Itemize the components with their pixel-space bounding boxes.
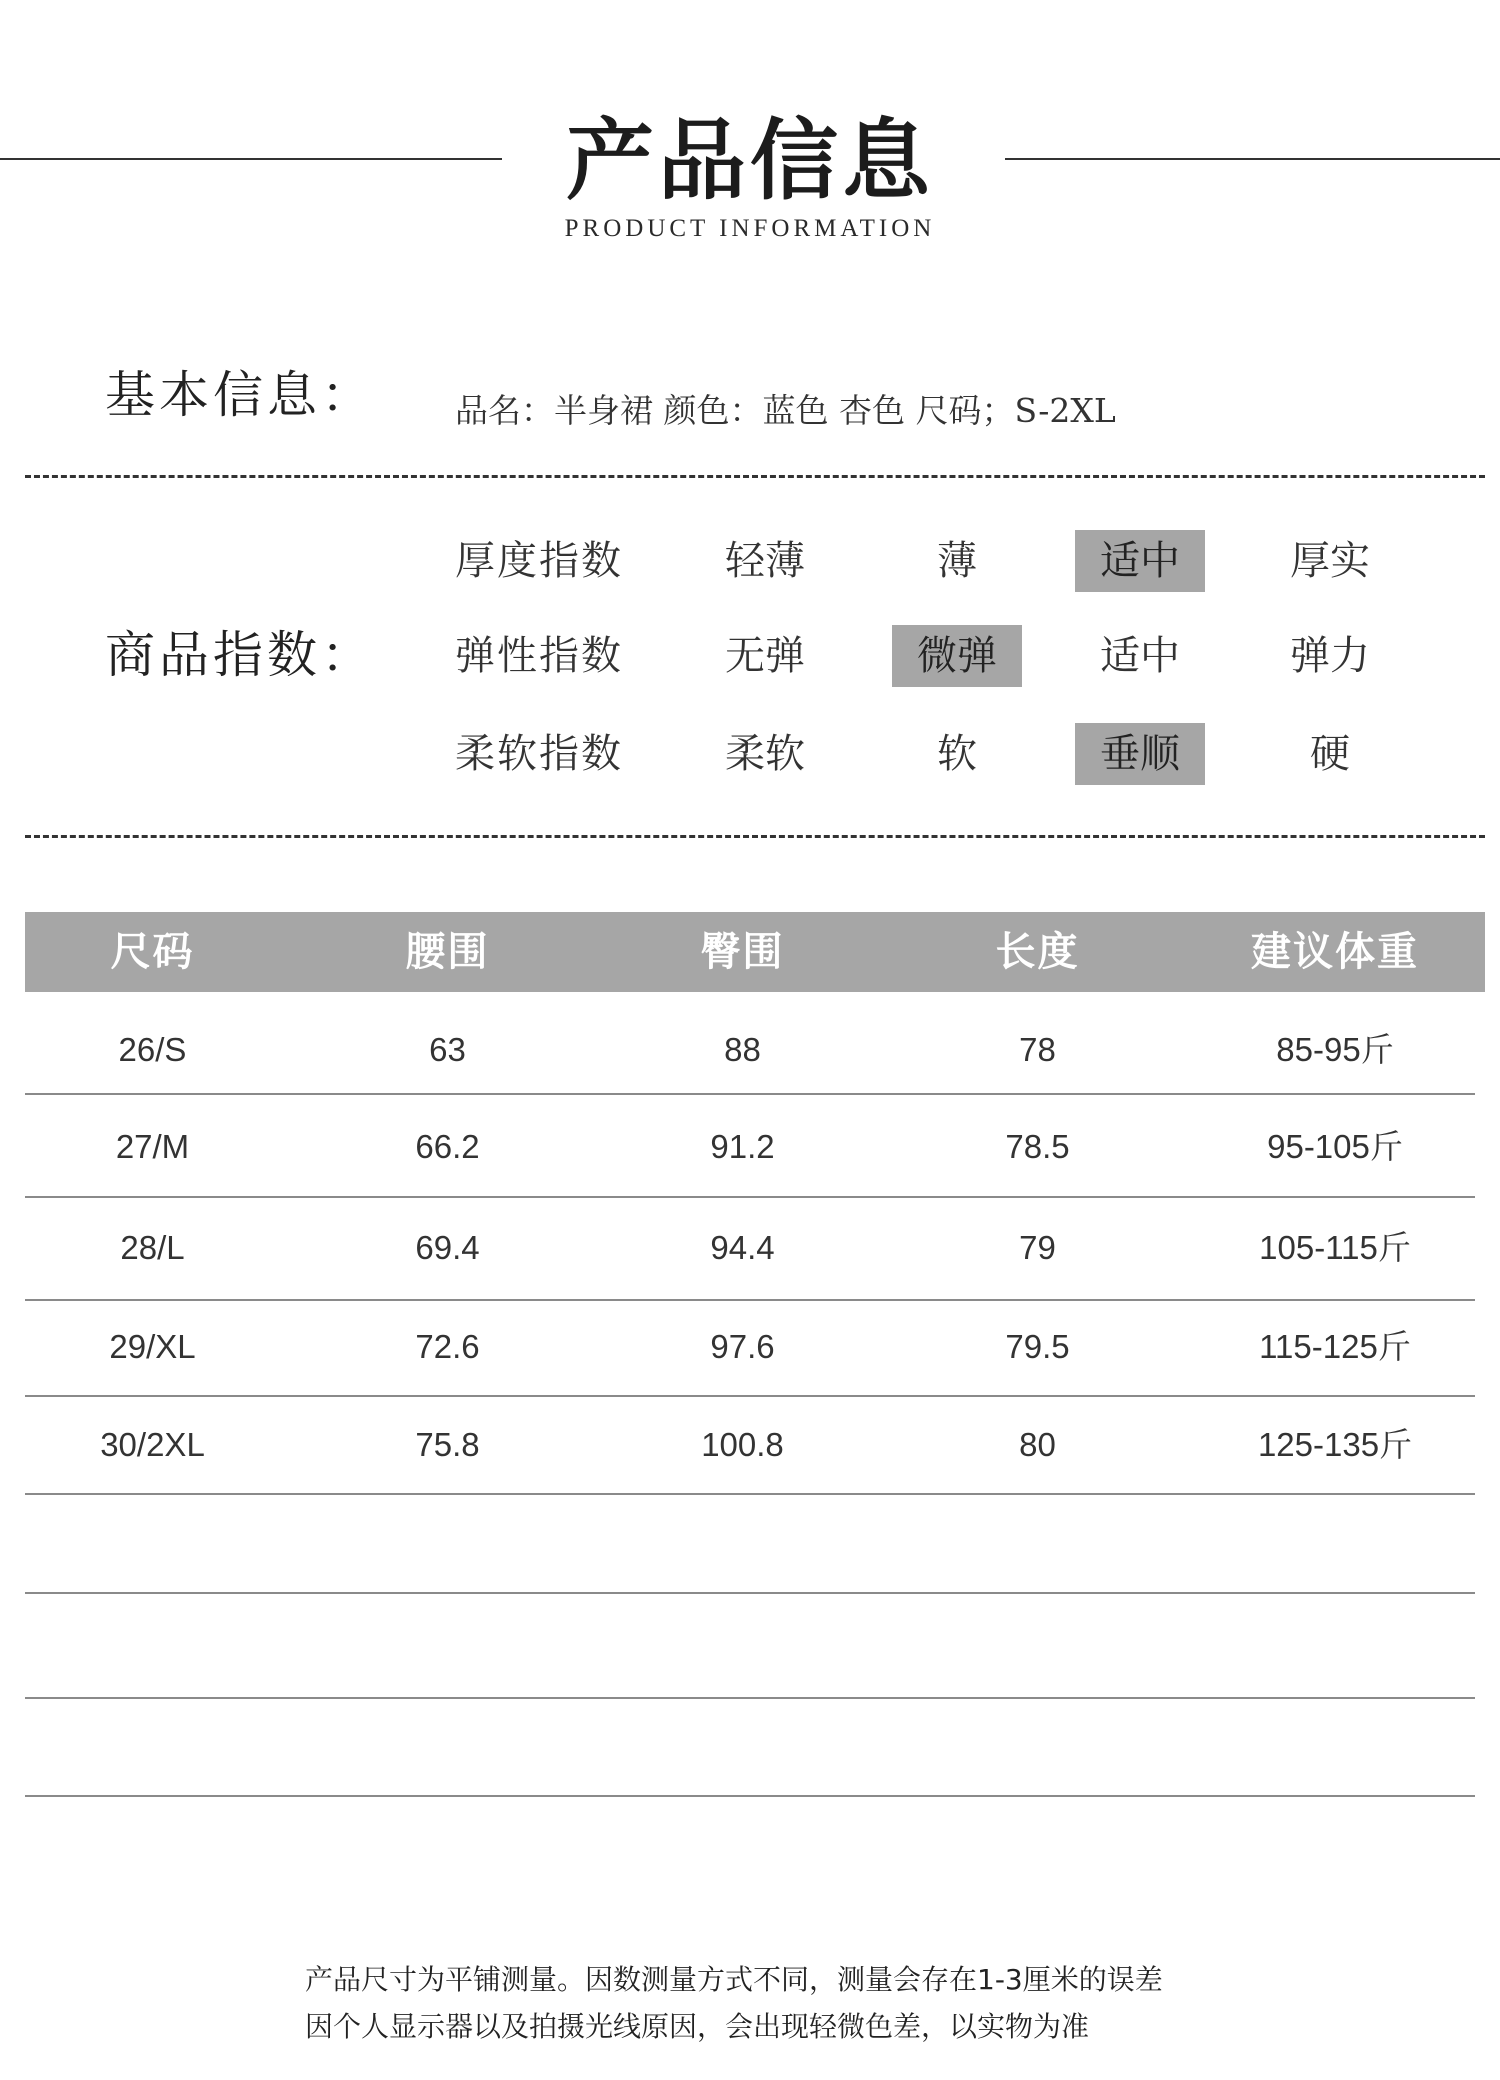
table-cell-size: 30/2XL bbox=[100, 1426, 205, 1463]
page-title: 产品信息 bbox=[565, 108, 934, 212]
table-cell-weight: 105-115斤 bbox=[1259, 1229, 1411, 1266]
table-cell-weight: 85-95斤 bbox=[1276, 1031, 1394, 1068]
index-option: 硬 bbox=[1310, 731, 1350, 777]
table-cell-hip: 91.2 bbox=[710, 1128, 775, 1165]
basic-info-label: 基本信息： bbox=[105, 366, 375, 424]
index-option: 厚实 bbox=[1290, 538, 1370, 584]
index-row-softness bbox=[0, 723, 1500, 785]
table-cell-waist: 75.8 bbox=[415, 1426, 480, 1463]
column-header-waist: 腰围 bbox=[405, 929, 490, 975]
table-cell-length: 79.5 bbox=[1005, 1328, 1070, 1365]
table-cell-waist: 63 bbox=[429, 1031, 466, 1068]
table-cell-size: 28/L bbox=[120, 1229, 185, 1266]
index-option: 柔软 bbox=[725, 731, 805, 777]
index-row-elasticity bbox=[0, 625, 1500, 687]
product-index-label: 商品指数： bbox=[105, 626, 375, 684]
index-name: 厚度指数 bbox=[455, 538, 623, 584]
table-row-rule bbox=[25, 1493, 1475, 1495]
table-cell-hip: 97.6 bbox=[710, 1328, 775, 1365]
index-option: 轻薄 bbox=[725, 538, 805, 584]
table-cell-hip: 100.8 bbox=[701, 1426, 784, 1463]
table-cell-waist: 72.6 bbox=[415, 1328, 480, 1365]
column-header-length: 长度 bbox=[995, 929, 1080, 975]
column-header-hip: 臀围 bbox=[700, 929, 785, 975]
index-option: 软 bbox=[937, 731, 977, 777]
table-cell-hip: 94.4 bbox=[710, 1229, 775, 1266]
index-name: 柔软指数 bbox=[455, 731, 623, 777]
index-row-thickness bbox=[0, 530, 1500, 592]
divider-dashed-2 bbox=[25, 835, 1485, 838]
table-row-rule bbox=[25, 1299, 1475, 1301]
table-row-rule bbox=[25, 1395, 1475, 1397]
table-cell-weight: 115-125斤 bbox=[1259, 1328, 1411, 1365]
index-name: 弹性指数 bbox=[455, 633, 623, 679]
index-option: 适中 bbox=[1100, 633, 1180, 679]
index-option-selected: 垂顺 bbox=[1075, 723, 1205, 785]
table-cell-size: 27/M bbox=[115, 1128, 190, 1165]
table-cell-length: 78 bbox=[1019, 1031, 1056, 1068]
table-cell-waist: 66.2 bbox=[415, 1128, 480, 1165]
index-option-selected: 适中 bbox=[1075, 530, 1205, 592]
table-row-rule bbox=[25, 1196, 1475, 1198]
table-row-rule bbox=[25, 1697, 1475, 1699]
index-option: 薄 bbox=[937, 538, 977, 584]
basic-info-value: 品名：半身裙 颜色：蓝色 杏色 尺码；S-2XL bbox=[455, 391, 1116, 430]
divider-dashed-1 bbox=[25, 475, 1485, 478]
column-header-weight: 建议体重 bbox=[1251, 929, 1419, 975]
index-option-selected: 微弹 bbox=[892, 625, 1022, 687]
footer-note-line-1: 产品尺寸为平铺测量。因数测量方式不同，测量会存在1-3厘米的误差 bbox=[305, 1963, 1163, 1996]
table-row-rule bbox=[25, 1592, 1475, 1594]
table-cell-length: 78.5 bbox=[1005, 1128, 1070, 1165]
table-cell-hip: 88 bbox=[724, 1031, 761, 1068]
table-cell-size: 29/XL bbox=[109, 1328, 196, 1365]
footer-note-line-2: 因个人显示器以及拍摄光线原因，会出现轻微色差，以实物为准 bbox=[305, 2010, 1090, 2043]
table-cell-waist: 69.4 bbox=[415, 1229, 480, 1266]
table-cell-size: 26/S bbox=[118, 1031, 187, 1068]
index-option: 无弹 bbox=[725, 633, 805, 679]
table-cell-weight: 95-105斤 bbox=[1267, 1128, 1403, 1165]
table-row-rule bbox=[25, 1795, 1475, 1797]
index-option: 弹力 bbox=[1290, 633, 1370, 679]
table-row-rule bbox=[25, 1093, 1475, 1095]
table-cell-weight: 125-135斤 bbox=[1257, 1426, 1413, 1463]
table-cell-length: 80 bbox=[1019, 1426, 1056, 1463]
page-subtitle: PRODUCT INFORMATION bbox=[564, 215, 936, 242]
table-cell-length: 79 bbox=[1019, 1229, 1056, 1266]
column-header-size: 尺码 bbox=[110, 929, 195, 975]
